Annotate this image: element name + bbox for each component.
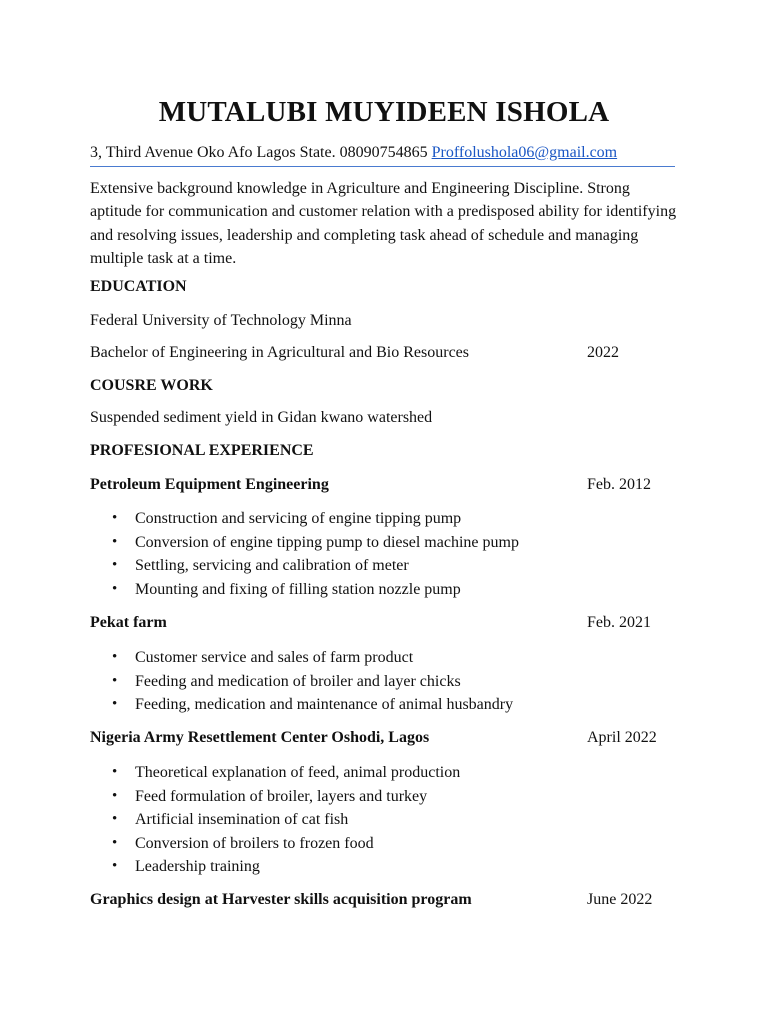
list-item: • Feeding and medication of broiler and layer chicks	[90, 670, 513, 694]
coursework-item: Suspended sediment yield in Gidan kwano watershed	[90, 409, 433, 426]
list-item: • Theoretical explanation of feed, animal production	[90, 761, 460, 785]
professional-summary: Extensive background knowledge in Agriculture and Engineering Discipline. Strong aptitude for communication and customer relation with a predisposed ability for identifying and resolving issues, leadership and completing task ahead of schedule and managing multiple task at a time.	[90, 180, 677, 268]
list-item: • Artificial insemination of cat fish	[90, 808, 460, 832]
job-bullet-list	[90, 646, 513, 717]
coursework-heading: COUSRE WORK	[90, 377, 213, 394]
job-title: Petroleum Equipment Engineering	[90, 476, 329, 493]
job-row	[90, 612, 690, 634]
contact-line	[90, 142, 675, 167]
job-date: Feb. 2021	[587, 614, 651, 631]
list-item: • Mounting and fixing of filling station nozzle pump	[90, 578, 519, 602]
list-item: • Leadership training	[90, 855, 460, 879]
job-bullet-list	[90, 761, 460, 879]
list-item: • Feeding, medication and maintenance of animal husbandry	[90, 693, 513, 717]
job-row	[90, 889, 690, 911]
education-degree-row	[90, 342, 690, 364]
email-link[interactable]: Proffolushola06@gmail.com	[431, 144, 618, 161]
job-date: June 2022	[587, 891, 653, 908]
list-item: • Feed formulation of broiler, layers and turkey	[90, 785, 460, 809]
job-row	[90, 474, 690, 496]
experience-heading: PROFESIONAL EXPERIENCE	[90, 442, 314, 459]
list-item: • Settling, servicing and calibration of meter	[90, 554, 519, 578]
job-title: Graphics design at Harvester skills acquisition program	[90, 891, 472, 908]
address-phone: 3, Third Avenue Oko Afo Lagos State. 08090754865	[90, 144, 432, 161]
list-item: • Construction and servicing of engine tipping pump	[90, 507, 519, 531]
job-date: Feb. 2012	[587, 476, 651, 493]
education-degree: Bachelor of Engineering in Agricultural and Bio Resources	[90, 344, 470, 361]
list-item: • Customer service and sales of farm product	[90, 646, 513, 670]
job-bullet-list	[90, 507, 519, 601]
list-item: • Conversion of broilers to frozen food	[90, 832, 460, 856]
job-title: Pekat farm	[90, 614, 167, 631]
education-institution: Federal University of Technology Minna	[90, 312, 352, 329]
resume-name: MUTALUBI MUYIDEEN ISHOLA	[158, 96, 610, 128]
job-title: Nigeria Army Resettlement Center Oshodi, Lagos	[90, 729, 430, 746]
job-date: April 2022	[587, 729, 657, 746]
education-heading: EDUCATION	[90, 278, 187, 295]
job-row	[90, 727, 690, 749]
education-year: 2022	[587, 344, 619, 361]
list-item: • Conversion of engine tipping pump to diesel machine pump	[90, 531, 519, 555]
